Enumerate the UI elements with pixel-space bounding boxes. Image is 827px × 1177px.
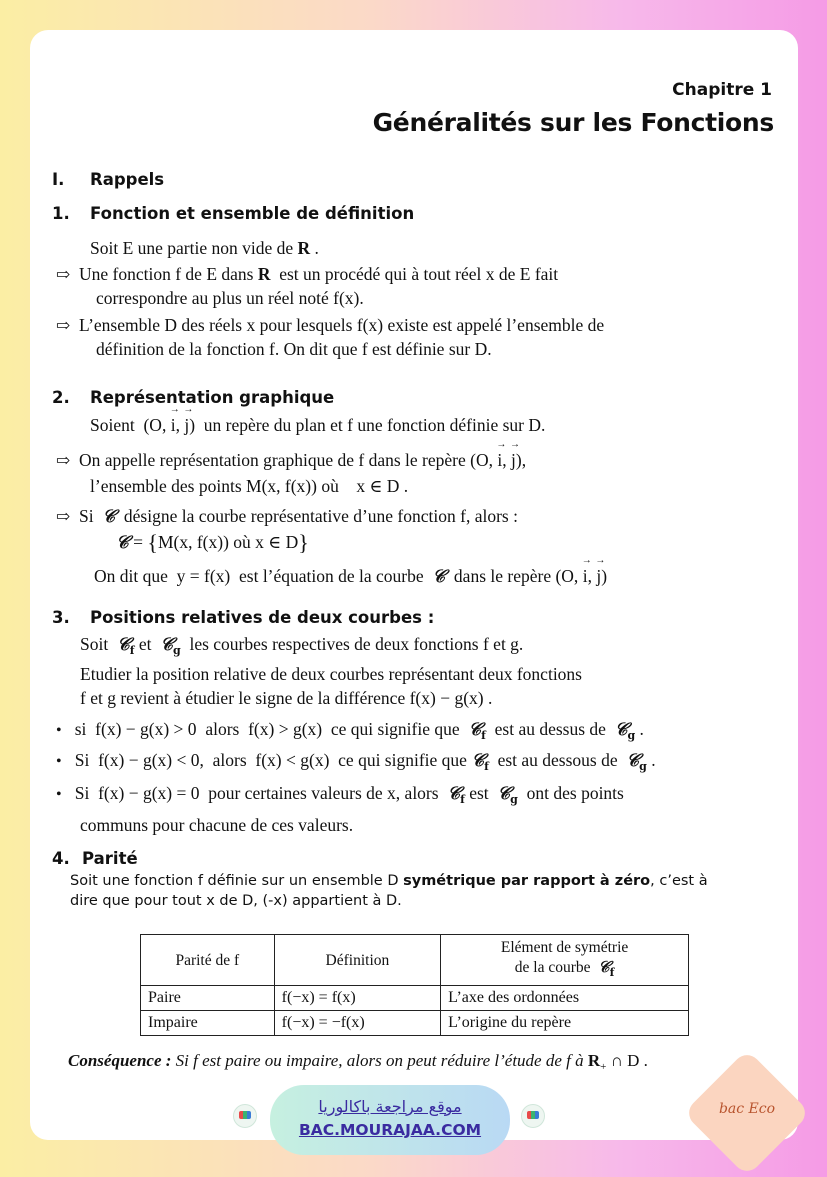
site-logo-icon	[233, 1104, 257, 1128]
table-cell: f(−x) = −f(x)	[274, 1011, 441, 1036]
curve-symbol: 𝒞	[116, 533, 129, 553]
sub3-line1: Soit 𝒞$_f$ et 𝒞$_g$ les courbes respectives de deux fonctions f et g.	[80, 634, 524, 657]
subsection-heading-3: 3. Positions relatives de deux courbes :	[52, 608, 435, 627]
sub1-intro: Soit E une partie non vide de R .	[90, 238, 319, 258]
sub2-line6: On dit que y = f(x) est l’équation de la courbe 𝒞 dans le repère (O, → i, → j)	[94, 566, 607, 587]
document-page	[30, 30, 798, 1140]
arrow-bullet-icon: ⇨	[56, 451, 71, 470]
table-cell: L’origine du repère	[441, 1011, 689, 1036]
curve-g-symbol: 𝒞$_g$	[614, 720, 636, 742]
chapter-label: Chapitre 1	[672, 80, 772, 100]
sub3-bullet3-cont: communs pour chacune de ces valeurs.	[80, 815, 354, 835]
curve-g-symbol: 𝒞$_g$	[160, 635, 181, 657]
curve-f-symbol: 𝒞$_f$	[447, 784, 465, 806]
table-header-cell: Elément de symétrie de la courbe 𝒞$_f$	[441, 935, 689, 986]
sub3-bullet1: • si f(x) − g(x) > 0 alors f(x) > g(x) ce qui signifie que 𝒞$_f$ est au dessus de 𝒞$_g$ .	[56, 719, 644, 742]
table-header-row	[141, 935, 689, 986]
arrow-bullet-icon: ⇨	[56, 265, 71, 284]
sub2-line3: l’ensemble des points M(x, f(x)) où x ∈ D .	[90, 476, 409, 496]
bullet-dot-icon: •	[56, 722, 62, 739]
repere-notation: (O, → i, → j)	[470, 450, 522, 470]
subsection-heading-4: 4. Parité	[52, 849, 138, 868]
repere-notation: (O, → i, → j)	[555, 566, 607, 586]
sub4-line2: dire que pour tout x de D, (-x) appartient à D.	[70, 893, 402, 909]
table-header-cell: Parité de f	[141, 935, 275, 986]
bullet-dot-icon: •	[56, 753, 62, 770]
sub4-line1: Soit une fonction f définie sur un ensemble D symétrique par rapport à zéro, c’est à	[70, 873, 708, 889]
site-logo-icon	[521, 1104, 545, 1128]
sub1-item1: ⇨ Une fonction f de E dans R est un procédé qui à tout réel x de E fait	[56, 264, 559, 284]
sub3-bullet2: • Si f(x) − g(x) < 0, alors f(x) < g(x) ce qui signifie que 𝒞$_f$ est au dessous de 𝒞$_g$ .	[56, 750, 656, 773]
arrow-bullet-icon: ⇨	[56, 507, 71, 526]
sub2-curve-definition: 𝒞 = {M(x, f(x)) où x ∈ D}	[116, 530, 309, 555]
footer-url-link[interactable]: BAC.MOURAJAA.COM	[298, 1121, 482, 1139]
sub3-bullet3: • Si f(x) − g(x) = 0 pour certaines valeurs de x, alors 𝒞$_f$ est 𝒞$_g$ ont des points	[56, 783, 624, 806]
curve-g-symbol: 𝒞$_g$	[497, 784, 518, 806]
repere-notation: (O, → i, → j)	[143, 415, 195, 435]
curve-f-symbol: 𝒞$_f$	[598, 957, 615, 979]
curve-symbol: 𝒞	[102, 507, 116, 527]
table-cell: Paire	[141, 986, 275, 1011]
sub1-item2: ⇨ L’ensemble D des réels x pour lesquels f(x) existe est appelé l’ensemble de	[56, 315, 605, 335]
curve-symbol: 𝒞	[432, 567, 446, 587]
curve-f-symbol: 𝒞$_f$	[471, 751, 489, 773]
table-row	[141, 986, 689, 1011]
curve-f-symbol: 𝒞$_f$	[116, 635, 135, 657]
table-cell: Impaire	[141, 1011, 275, 1036]
table-row	[141, 1011, 689, 1036]
section-heading: I. Rappels	[52, 170, 165, 189]
bullet-dot-icon: •	[56, 786, 62, 803]
footer-arabic-link[interactable]: موقع مراجعة باكالوريا	[318, 1097, 462, 1116]
footer-banner[interactable]	[270, 1085, 510, 1155]
page-title: Généralités sur les Fonctions	[372, 108, 774, 137]
arrow-bullet-icon: ⇨	[56, 316, 71, 335]
consequence-note: Conséquence : Si f est paire ou impaire, alors on peut réduire l’étude de f à $R_+$ ∩ D .	[68, 1051, 648, 1073]
table-cell: f(−x) = f(x)	[274, 986, 441, 1011]
sub2-line2: ⇨ On appelle représentation graphique de f dans le repère (O, → i, → j),	[56, 450, 526, 471]
sub1-item1-cont: correspondre au plus un réel noté f(x).	[96, 288, 364, 308]
table-header-cell: Définition	[274, 935, 441, 986]
subsection-heading-2: 2. Représentation graphique	[52, 388, 335, 407]
sub3-line2: Etudier la position relative de deux courbes représentant deux fonctions	[80, 664, 582, 684]
sub1-item2-cont: définition de la fonction f. On dit que f est définie sur D.	[96, 339, 492, 359]
curve-f-symbol: 𝒞$_f$	[468, 720, 486, 742]
bac-eco-label: bac Eco	[718, 1101, 776, 1117]
curve-g-symbol: 𝒞$_g$	[626, 751, 647, 773]
subsection-heading-1: 1. Fonction et ensemble de définition	[52, 204, 415, 223]
sub3-line3: f et g revient à étudier le signe de la différence f(x) − g(x) .	[80, 688, 493, 708]
sub2-line4: ⇨ Si 𝒞 désigne la courbe représentative d’une fonction f, alors :	[56, 506, 518, 527]
parity-table	[140, 934, 689, 1036]
sub2-line1: Soient (O, → i, → j) un repère du plan et f une fonction définie sur D.	[90, 415, 545, 436]
table-cell: L’axe des ordonnées	[441, 986, 689, 1011]
